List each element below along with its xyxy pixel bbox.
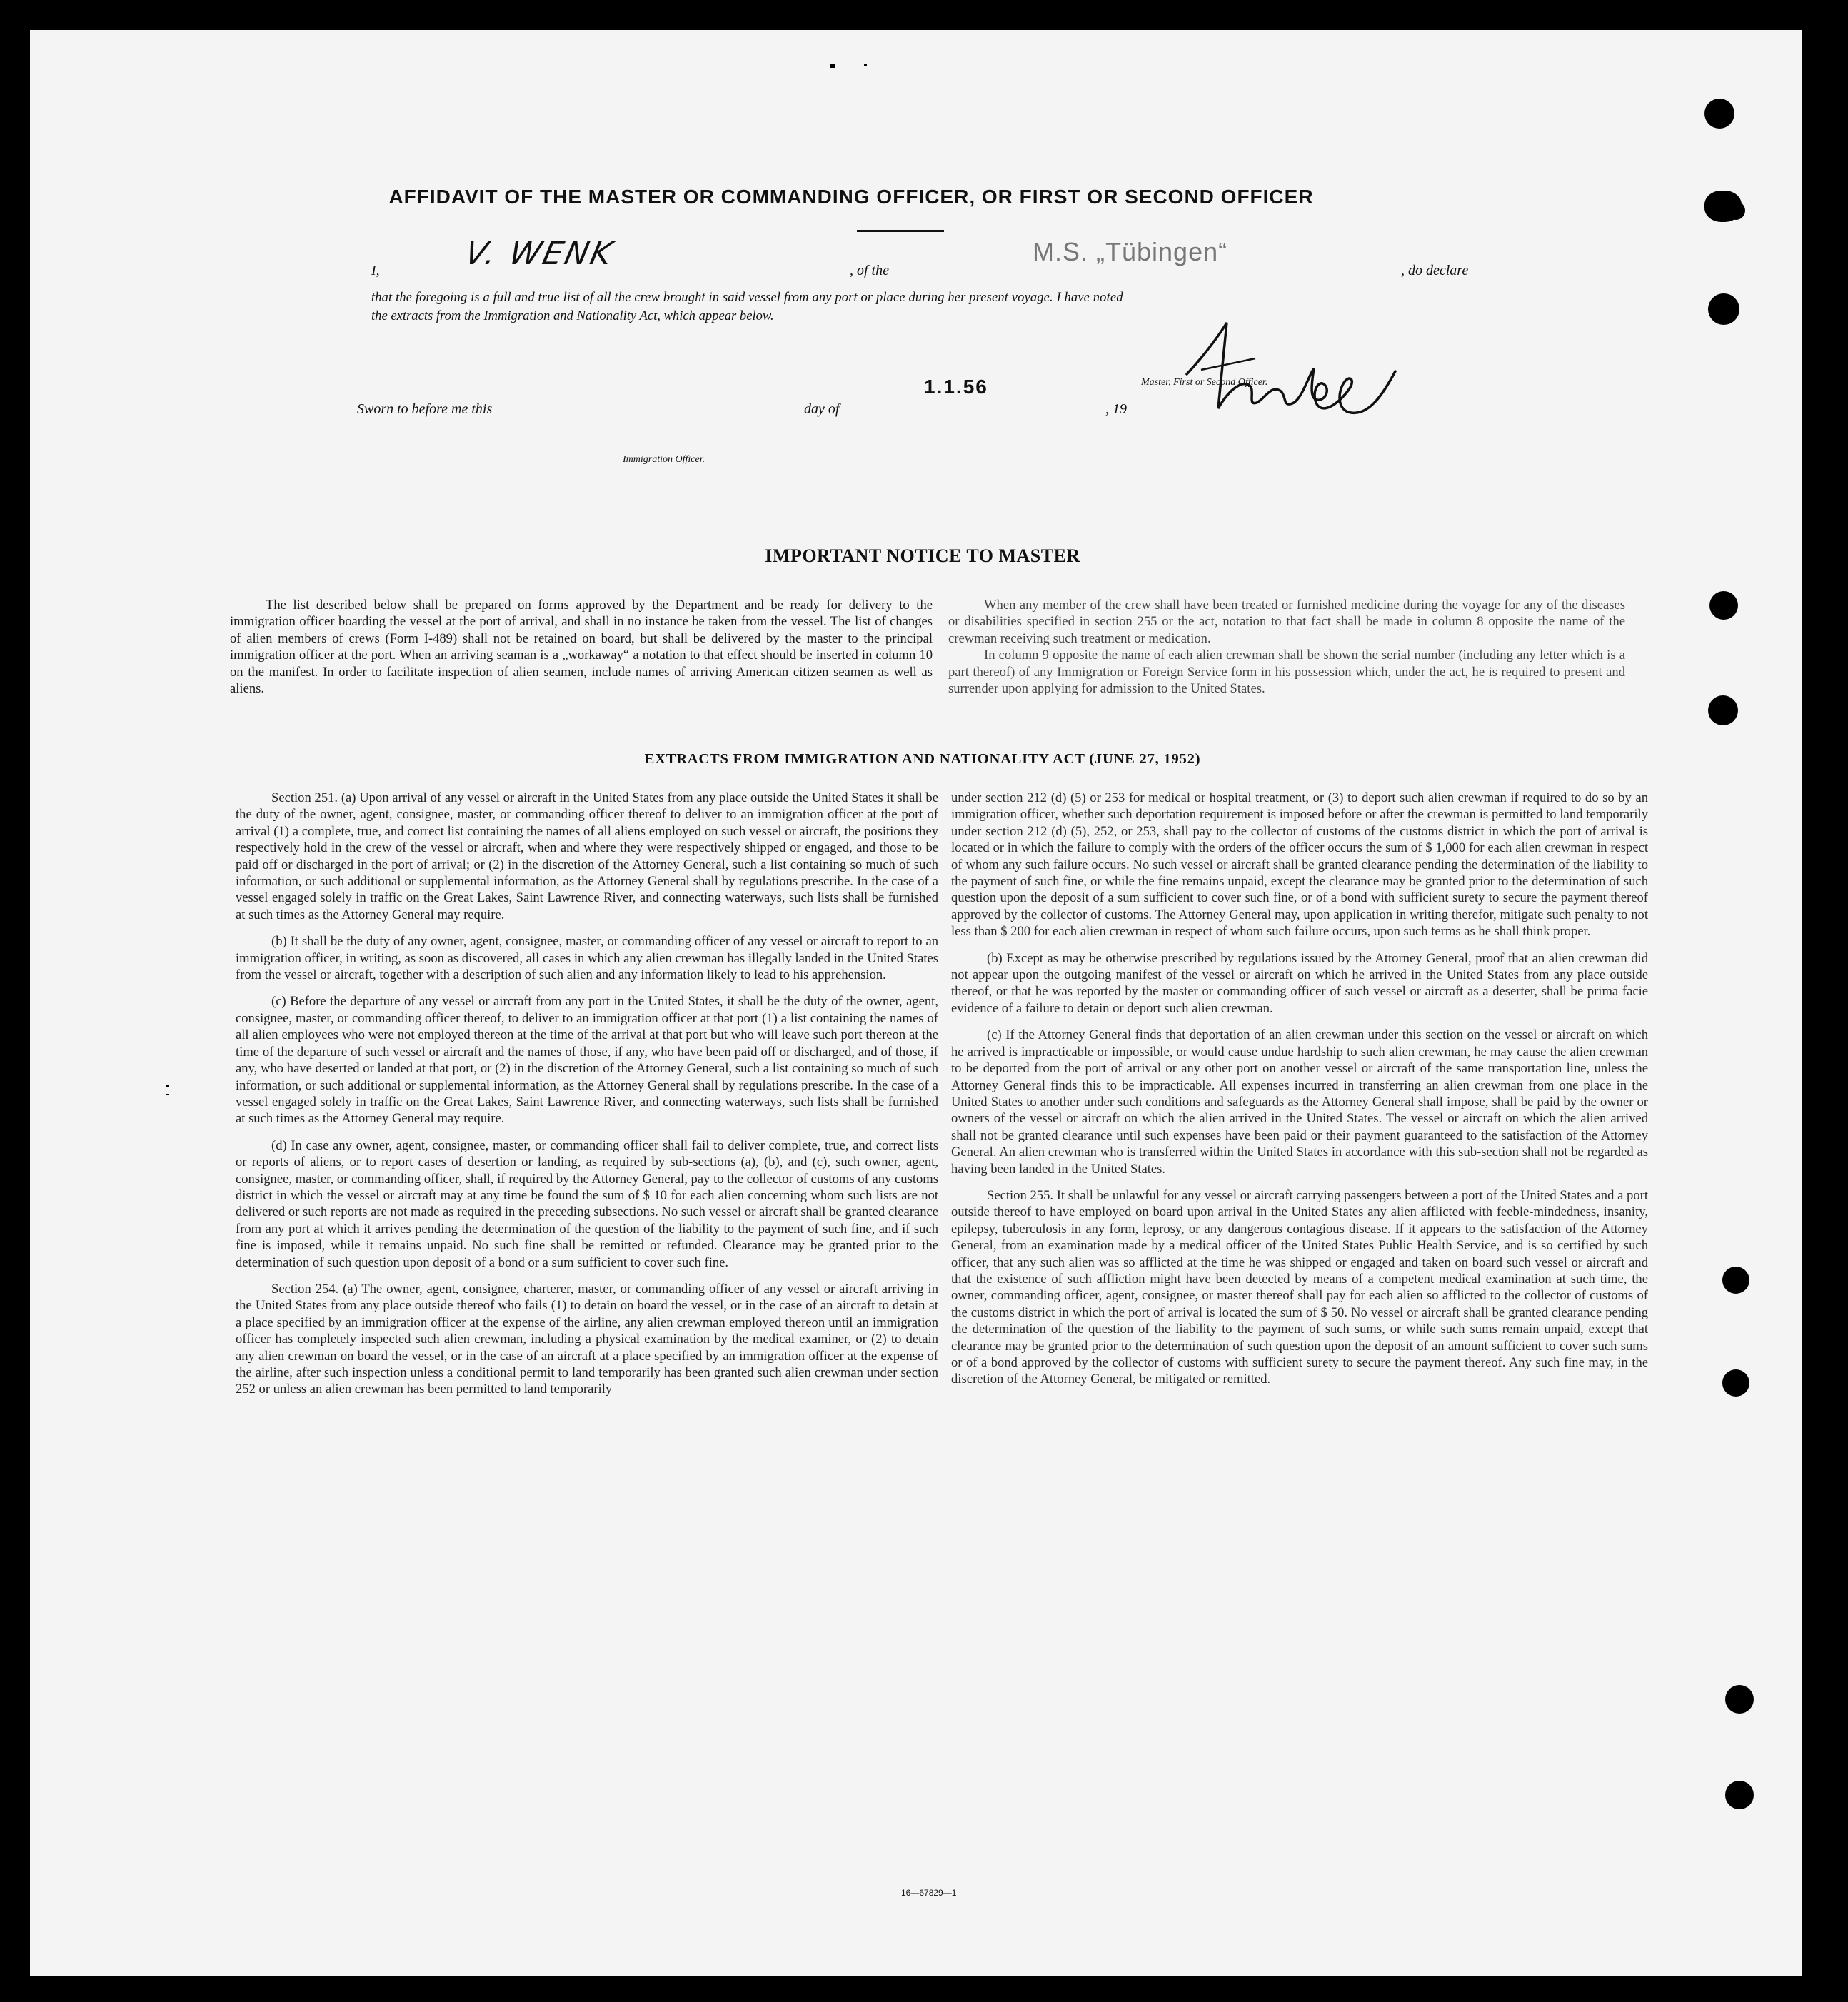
extracts-right-column — [951, 790, 1648, 1398]
year-label: , 19 — [1105, 401, 1127, 417]
punch-hole — [1708, 293, 1739, 325]
handwritten-name: V. WENK — [461, 236, 618, 272]
punch-hole — [1704, 99, 1734, 129]
i-label: I, — [371, 263, 380, 278]
act-section-paragraph: Section 255. It shall be unlawful for any vessel or aircraft carrying passengers between a port of the United States and a port outside thereof to have employed on board upon arrival in the United States any alien afflicted with feeble-mindedness, insanity, epilepsy, tuberculosis in any form, leprosy, or any dangerous contagious disease. If it appears to the satisfaction of the Attorney General, from an examination made by a medical officer of the United States Public Health Service, and is so certified by such officer, that any such alien was so afflicted at the time he was shipped or engaged and taken on board such vessel or aircraft and that the existence of such affliction might have been detected by means of a competent medical examination at such time, the owner, commanding officer, agent, consignee, or master thereof shall pay for each alien so afflicted to the collector of customs of the customs district in which the port of arrival is located the sum of $ 50. No vessel or aircraft shall be granted clearance pending the determination of the question of the liability to the payment of such sums, or while such sums remain unpaid, except that clearance may be granted prior to the determination of such question upon the deposit of an amount sufficient to cover such sums or of a bond approved by the collector of customs with sufficient surety to secure the payment thereof. Any such fine may, in the discretion of the Attorney General, be mitigated or remitted. — [951, 1187, 1648, 1387]
act-section-paragraph: (c) Before the departure of any vessel or aircraft from any port in the United States, it shall be the duty of the owner, agent, consignee, master, or commanding officer thereof, to deliver to an immigration officer at that port (1) a list containing the names of all alien employees who were not employed thereon at the time of the arrival at that port but who will leave such port thereon at the time of the departure of such vessel or aircraft and the names of those, if any, who have been paid off or discharged, and of those, if any, who have deserted or landed at that port, or (2) in the discretion of the Attorney General, such a list containing so much of such information, or such additional or supplemental information, as the Attorney General shall by regulations prescribe. In the case of a vessel engaged solely in traffic on the Great Lakes, Saint Lawrence River, and connecting waterways, such lists shall be furnished at such times as the Attorney General may require. — [236, 994, 938, 1127]
act-section-paragraph: (c) If the Attorney General finds that deportation of an alien crewman under this section on the vessel or aircraft on which he arrived is impracticable or impossible, or would cause undue hardship to such alien crewman, he may cause the alien crewman to be deported from the port of arrival or any other port on another vessel or aircraft of the same transportation line, unless the Attorney General finds this to be impracticable. All expenses incurred in transferring an alien crewman from one place in the United States to another under such conditions and safeguards as the Attorney General shall impose, shall be paid by the owner or owners of the vessel or aircraft on which the alien arrived in the United States. The vessel or aircraft on which the alien arrived shall not be granted clearance until such expenses have been paid or their payment guaranteed to the satisfaction of the Attorney General. An alien crewman who is transferred within the United States in accordance with this sub-section shall not be regarded as having been landed in the United States. — [951, 1027, 1648, 1177]
act-section-paragraph: Section 251. (a) Upon arrival of any vessel or aircraft in the United States from any place outside the United States it shall be the duty of the owner, agent, consignee, master, or commanding officer thereof to deliver to an immigration officer at the port of arrival (1) a complete, true, and correct list containing the names of all aliens employed on such vessel or aircraft, the positions they respectively hold in the crew of the vessel or aircraft, when and where they were respectively shipped or engaged, and those to be paid off or discharged in the port of arrival; or (2) in the discretion of the Attorney General, such a list containing so much of such information, or such additional or supplemental information, as the Attorney General shall by regulations prescribe. In the case of a vessel engaged solely in traffic on the Great Lakes, Saint Lawrence River, and connecting waterways, such lists shall be furnished at such times as the Attorney General may require. — [236, 790, 938, 922]
immigration-officer-label: Immigration Officer. — [623, 454, 705, 465]
act-section-paragraph: under section 212 (d) (5) or 253 for medical or hospital treatment, or (3) to deport such alien crewman if required to do so by an immigration officer, whether such deportation requirement is imposed before or after the crewman is permitted to land temporarily under section 212 (d) (5), 252, or 253, shall pay to the collector of customs of the customs district in which the port of arrival is located or in which the failure to comply with the orders of the officer occurs the sum of $ 1,000 for each alien crewman in respect of whom any such failure occurs. No such vessel or aircraft shall be granted clearance pending the determination of the liability to the payment of such fine, or while the fine remains unpaid, except the clearance may be granted prior to the determination of such question upon the deposit of a sum sufficient to cover such fine, or of a bond with sufficient surety to secure the payment thereof approved by the collector of customs. The Attorney General may, upon application in writing therefor, mitigate such penalty to not less than $ 200 for each alien crewman in respect of whom such failure occurs, upon such terms as he shall think proper. — [951, 790, 1648, 940]
punch-hole — [1725, 1685, 1754, 1714]
punch-hole — [1722, 1267, 1749, 1294]
notice-title: IMPORTANT NOTICE TO MASTER — [765, 545, 1080, 566]
act-section-paragraph: (d) In case any owner, agent, consignee, master, or commanding officer shall fail to deliver complete, true, and correct lists or reports of aliens, or to report cases of desertion or landing, as required by sub-sections (a), (b), and (c), such owner, agent, consignee, master, or commanding officer, shall, if required by the Attorney General, pay to the collector of customs of any customs district in which the vessel or aircraft may at any time be found the sum of $ 10 for each alien concerning whom such lists are not delivered or such reports are not made as required in the preceding subsections. No such vessel or aircraft shall be granted clearance from any port at which it arrives pending the determination of the question of the liability to the payment of such fine, and if such fine is imposed, while it remains unpaid. No such fine shall be remitted or refunded. Clearance may be granted prior to the determination of such question upon deposit of a bond or a sum sufficient to cover such fine. — [236, 1137, 938, 1270]
scan-mark — [166, 1085, 169, 1087]
notice-paragraph: The list described below shall be prepared on forms approved by the Department and be ready for delivery to the immigration officer boarding the vessel at the port of arrival, and shall in no instance be taken from the vessel. The list of changes of alien members of crews (Form I-489) shall not be retained on board, but shall be delivered by the master to the principal immigration officer at the port. When an arriving seaman is a „workaway“ a notation to that effect should be inserted in column 10 on the manifest. In order to facilitate inspection of alien seamen, include names of arriving American citizen seamen as well as aliens. — [230, 598, 933, 697]
punch-hole — [1725, 1781, 1754, 1809]
act-section-paragraph: (b) It shall be the duty of any owner, agent, consignee, master, or commanding officer of any vessel or aircraft to report to an immigration officer, in writing, as soon as discovered, all cases in which any alien crewman has illegally landed in the United States from the vessel or aircraft, together with a description of such alien and any information likely to lead to his apprehension. — [236, 934, 938, 983]
scan-mark — [830, 64, 835, 68]
act-section-paragraph: (b) Except as may be otherwise prescribed by regulations issued by the Attorney General, proof that an alien crewman did not appear upon the outgoing manifest of the vessel or aircraft on which he arrived in the United States from any place outside thereof, or that he was reported by the master or commanding officer of such vessel or aircraft as a deserter, shall be prima facie evidence of a failure to detain or deport such alien crewman. — [951, 950, 1648, 1016]
signature-caption: Master, First or Second Officer. — [1141, 377, 1268, 388]
affidavit-title: AFFIDAVIT OF THE MASTER OR COMMANDING OFFICER, OR FIRST OR SECOND OFFICER — [388, 186, 1314, 208]
form-number: 16—67829—1 — [901, 1888, 957, 1898]
document-page — [30, 30, 1802, 1976]
notice-right-column — [948, 597, 1625, 707]
scan-mark — [166, 1094, 169, 1095]
date-stamp: 1.1.56 — [924, 376, 988, 398]
punch-hole — [1722, 1369, 1749, 1397]
declaration-text: that the foregoing is a full and true list of all the crew brought in said vessel from any port or place during her present voyage. I have noted — [371, 290, 1123, 305]
ship-name: M.S. „Tübingen“ — [1033, 237, 1228, 266]
extracts-left-column — [236, 790, 938, 1408]
scan-mark — [864, 64, 867, 66]
punch-hole — [1708, 695, 1738, 725]
punch-hole — [1727, 201, 1745, 220]
declaration-text-2: the extracts from the Immigration and Nationality Act, which appear below. — [371, 308, 774, 323]
sworn-label: Sworn to before me this — [357, 401, 493, 417]
notice-paragraph: In column 9 opposite the name of each alien crewman shall be shown the serial number (including any letter which is a part thereof) of any Immigration or Foreign Service form in his possession which, under the act, he is required to present and surrender upon applying for admission to the United States. — [948, 648, 1625, 697]
do-declare-label: , do declare — [1401, 263, 1469, 278]
day-of-label: day of — [804, 401, 840, 417]
punch-hole — [1709, 591, 1738, 620]
master-signature — [1158, 308, 1401, 437]
title-rule — [857, 230, 944, 232]
notice-paragraph: When any member of the crew shall have been treated or furnished medicine during the voyage for any of the diseases or disabilities specified in section 255 or the act, notation to that fact shall be made in column 8 opposite the name of the crewman receiving such treatment or medication. — [948, 598, 1625, 646]
extracts-title: EXTRACTS FROM IMMIGRATION AND NATIONALITY ACT (JUNE 27, 1952) — [644, 751, 1201, 767]
of-the-label: , of the — [850, 263, 889, 278]
notice-left-column — [230, 597, 933, 707]
act-section-paragraph: Section 254. (a) The owner, agent, consignee, charterer, master, or commanding officer of any vessel or aircraft arriving in the United States from any place outside thereof who fails (1) to detain on board the vessel, or in the case of an aircraft to detain at a place specified by an immigration officer at the expense of the airline, any alien crewman employed thereon until an immigration officer has completely inspected such alien crewman, including a physical examination by the medical examiner, or (2) to detain any alien crewman on board the vessel, or in the case of an aircraft at a place specified by an immigration officer at the expense of the airline, after such inspection unless a conditional permit to land temporarily has been granted such alien crewman under section 252 or unless an alien crewman has been permitted to land temporarily — [236, 1281, 938, 1397]
